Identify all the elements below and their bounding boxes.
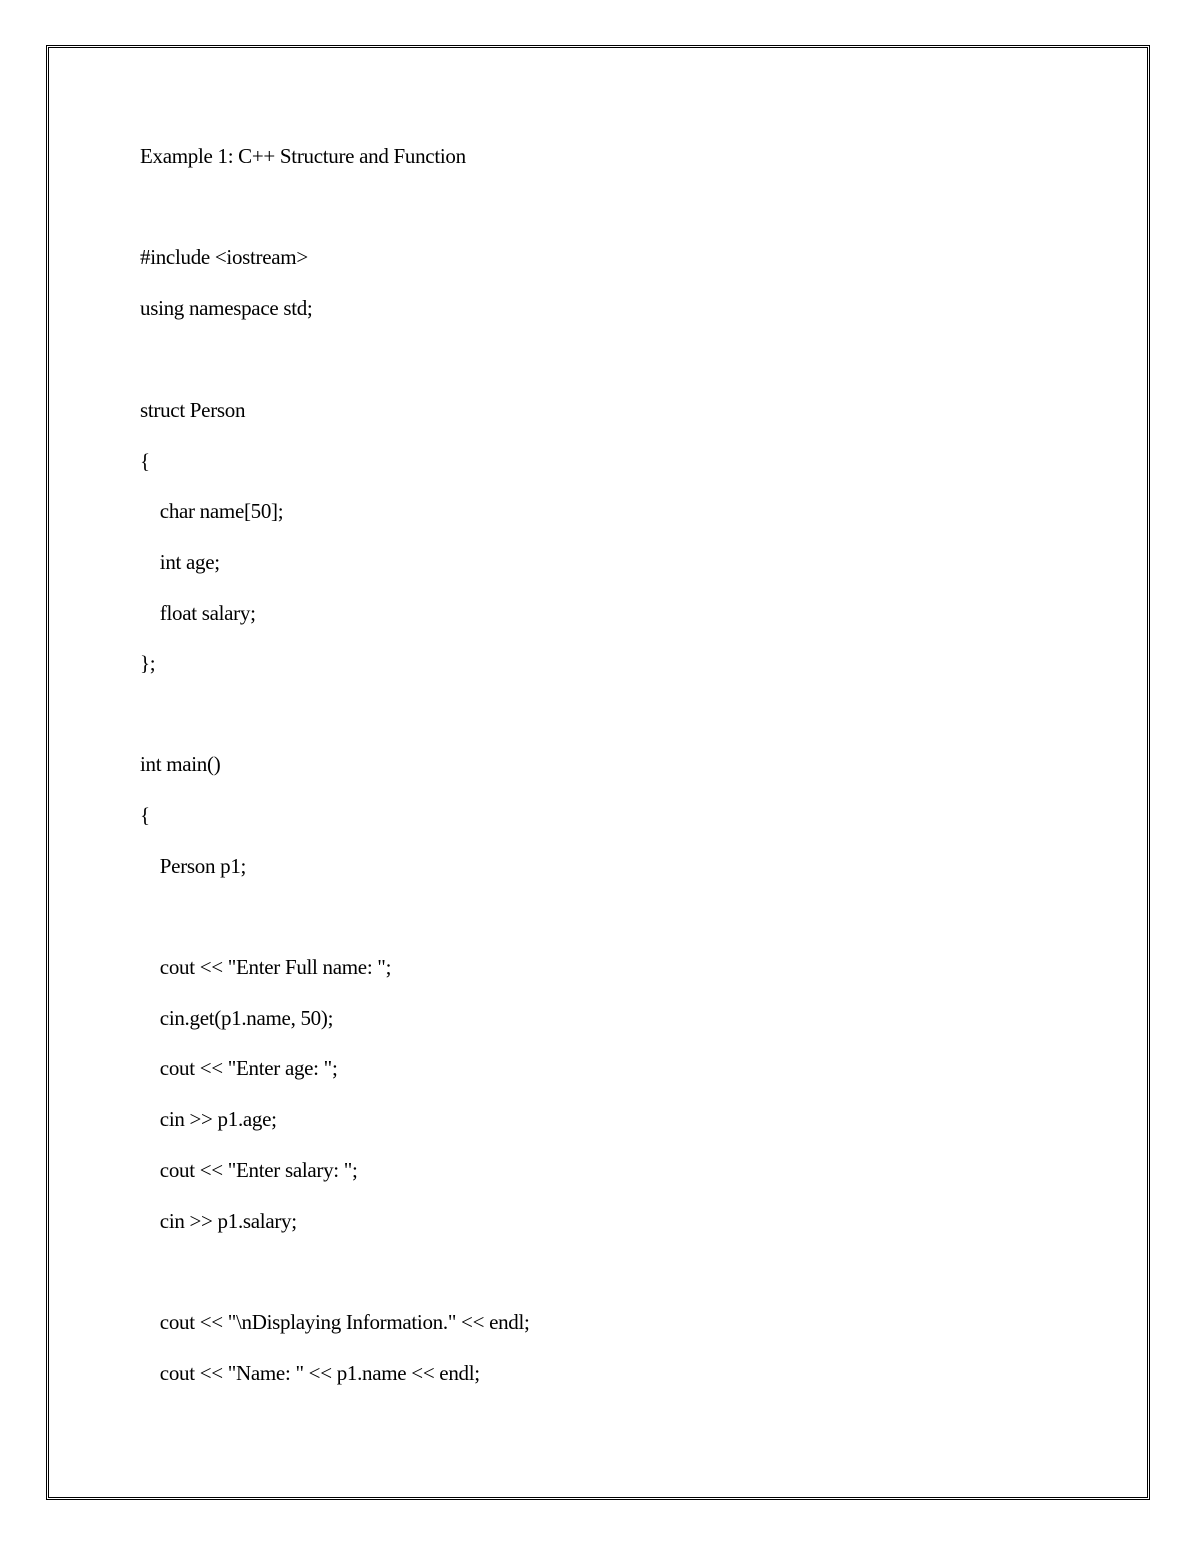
code-line: #include <iostream> [140,245,308,269]
code-line: cin.get(p1.name, 50); [140,1006,334,1030]
code-line: cin >> p1.age; [140,1107,277,1131]
code-line: int main() [140,752,221,776]
code-line: cout << "\nDisplaying Information." << endl; [140,1310,530,1334]
code-line: cout << "Enter salary: "; [140,1158,358,1182]
code-line: int age; [140,550,220,574]
example-title: Example 1: C++ Structure and Function [140,144,466,168]
code-line: Person p1; [140,854,247,878]
code-line: { [140,803,150,827]
code-line: cout << "Enter age: "; [140,1056,338,1080]
code-line: char name[50]; [140,499,284,523]
code-line: float salary; [140,601,256,625]
code-line: cout << "Enter Full name: "; [140,955,392,979]
code-line: }; [140,651,156,675]
code-line: using namespace std; [140,296,313,320]
code-line: cin >> p1.salary; [140,1209,297,1233]
code-line: { [140,449,150,473]
code-line: struct Person [140,398,246,422]
code-line: cout << "Name: " << p1.name << endl; [140,1361,480,1385]
